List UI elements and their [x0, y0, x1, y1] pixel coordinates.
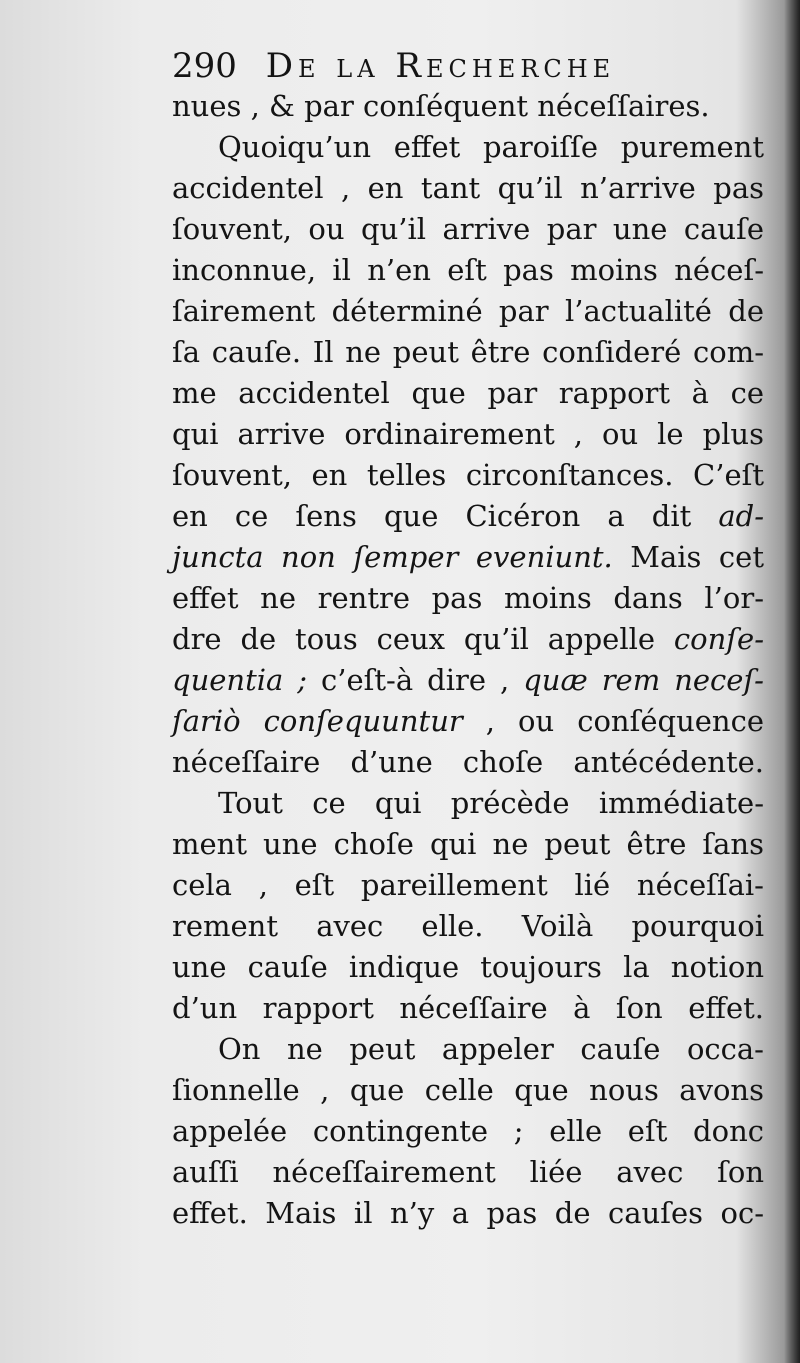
text-line: ment une choſe qui ne peut être ſans — [172, 827, 764, 861]
text-run: en ce ſens que Cicéron a dit — [172, 499, 692, 533]
text-line: néceſſaire d’une choſe antécédente. — [172, 745, 764, 779]
text-line: appelée contingente ; elle eſt donc — [172, 1114, 764, 1148]
italic-run: quentia ; — [172, 663, 308, 697]
italic-run: conſe- — [673, 622, 764, 656]
running-title: De la Recherche — [265, 46, 616, 86]
text-run: c’eſt-à dire , — [307, 663, 524, 697]
text-run: dre de tous ceux qu’il appelle — [172, 622, 656, 656]
text-line: ſairement déterminé par l’actualité de — [172, 294, 764, 328]
text-line: auſſi néceſſairement liée avec ſon — [172, 1155, 764, 1189]
italic-run: ſariò conſequuntur — [172, 704, 463, 738]
text-line: me accidentel que par rapport à ce — [172, 376, 764, 410]
text-line: qui arrive ordinairement , ou le plus — [172, 417, 764, 451]
text-line: ſionnelle , que celle que nous avons — [172, 1073, 764, 1107]
text-line: rement avec elle. Voilà pourquoi — [172, 909, 764, 943]
text-line: accidentel , en tant qu’il n’arrive pas — [172, 171, 764, 205]
text-line: cela , eſt pareillement lié néceſſai- — [172, 868, 764, 902]
text-line: ſa cauſe. Il ne peut être conſideré com- — [172, 335, 764, 369]
text-line — [172, 701, 764, 742]
text-line: effet ne rentre pas moins dans l’or- — [172, 581, 764, 615]
text-line: une cauſe indique toujours la notion — [172, 950, 764, 984]
page-edge-shadow — [784, 0, 800, 1363]
running-head — [172, 42, 772, 90]
text-line: effet. Mais il n’y a pas de cauſes oc- — [172, 1196, 764, 1230]
body-text — [172, 86, 764, 1234]
italic-run: juncta non ſemper eveniunt. — [172, 540, 613, 574]
italic-run: quæ rem neceſ- — [523, 663, 764, 697]
text-line: ſouvent, ou qu’il arrive par une cauſe — [172, 212, 764, 246]
text-line: Tout ce qui précède immédiate- — [218, 786, 764, 820]
text-run: , ou conſéquence — [462, 704, 764, 738]
text-line: Quoiqu’un effet paroiſſe purement — [218, 130, 764, 164]
text-line: ſouvent, en telles circonſtances. C’eſt — [172, 458, 764, 492]
text-line — [172, 537, 764, 578]
text-line — [172, 619, 764, 660]
text-line: nues , & par conſéquent néceſſaires. — [172, 89, 710, 123]
text-line: d’un rapport néceſſaire à ſon effet. — [172, 991, 764, 1025]
text-line: inconnue, il n’en eſt pas moins néceſ- — [172, 253, 764, 287]
page-number: 290 — [172, 46, 237, 86]
text-line — [172, 496, 764, 537]
text-run: Mais cet — [612, 540, 764, 574]
text-line: On ne peut appeler cauſe occa- — [218, 1032, 764, 1066]
text-line — [172, 660, 764, 701]
italic-run: ad- — [718, 499, 765, 533]
